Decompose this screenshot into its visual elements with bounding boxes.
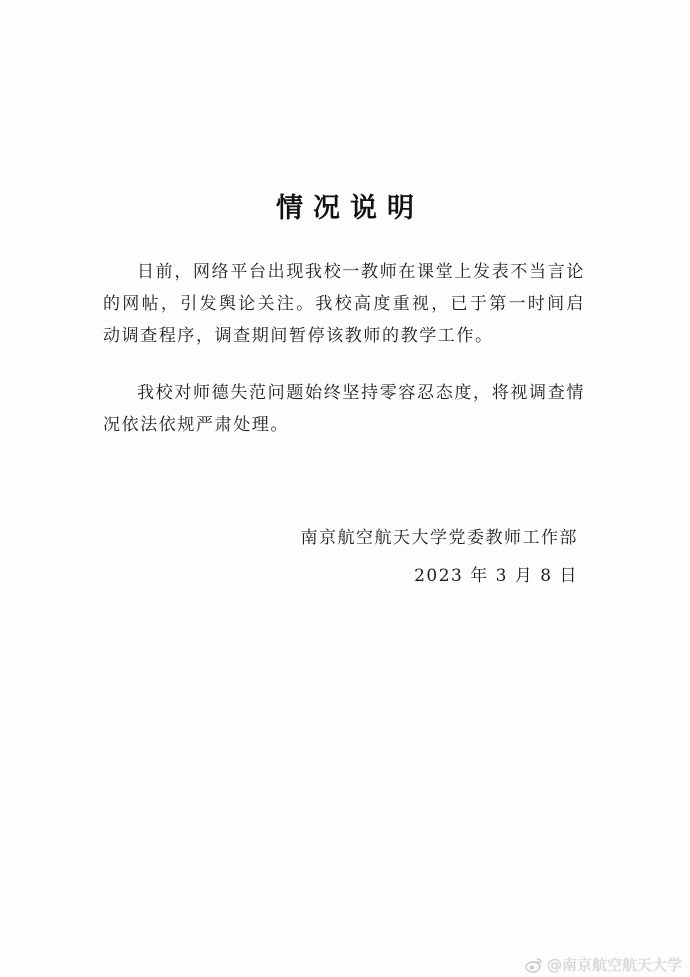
paragraph-2 <box>103 377 585 441</box>
paragraph-2-text: 我校对师德失范问题始终坚持零容忍态度，将视调查情况依法依规严肃处理。 <box>103 383 585 435</box>
signature-block <box>301 519 579 595</box>
watermark <box>525 954 682 975</box>
document-title: 情况说明 <box>276 193 424 224</box>
paragraph-1 <box>103 256 585 352</box>
signature-organization: 南京航空航天大学党委教师工作部 <box>300 528 578 548</box>
signature-date: 2023 年 3 月 8 日 <box>414 566 578 586</box>
watermark-text: @南京航空航天大学 <box>546 956 682 974</box>
paragraph-1-text: 日前，网络平台出现我校一教师在课堂上发表不当言论的网帖，引发舆论关注。我校高度重视，已于第一时间启动调查程序，调查期间暂停该教师的教学工作。 <box>103 262 585 346</box>
weibo-icon <box>525 957 543 973</box>
